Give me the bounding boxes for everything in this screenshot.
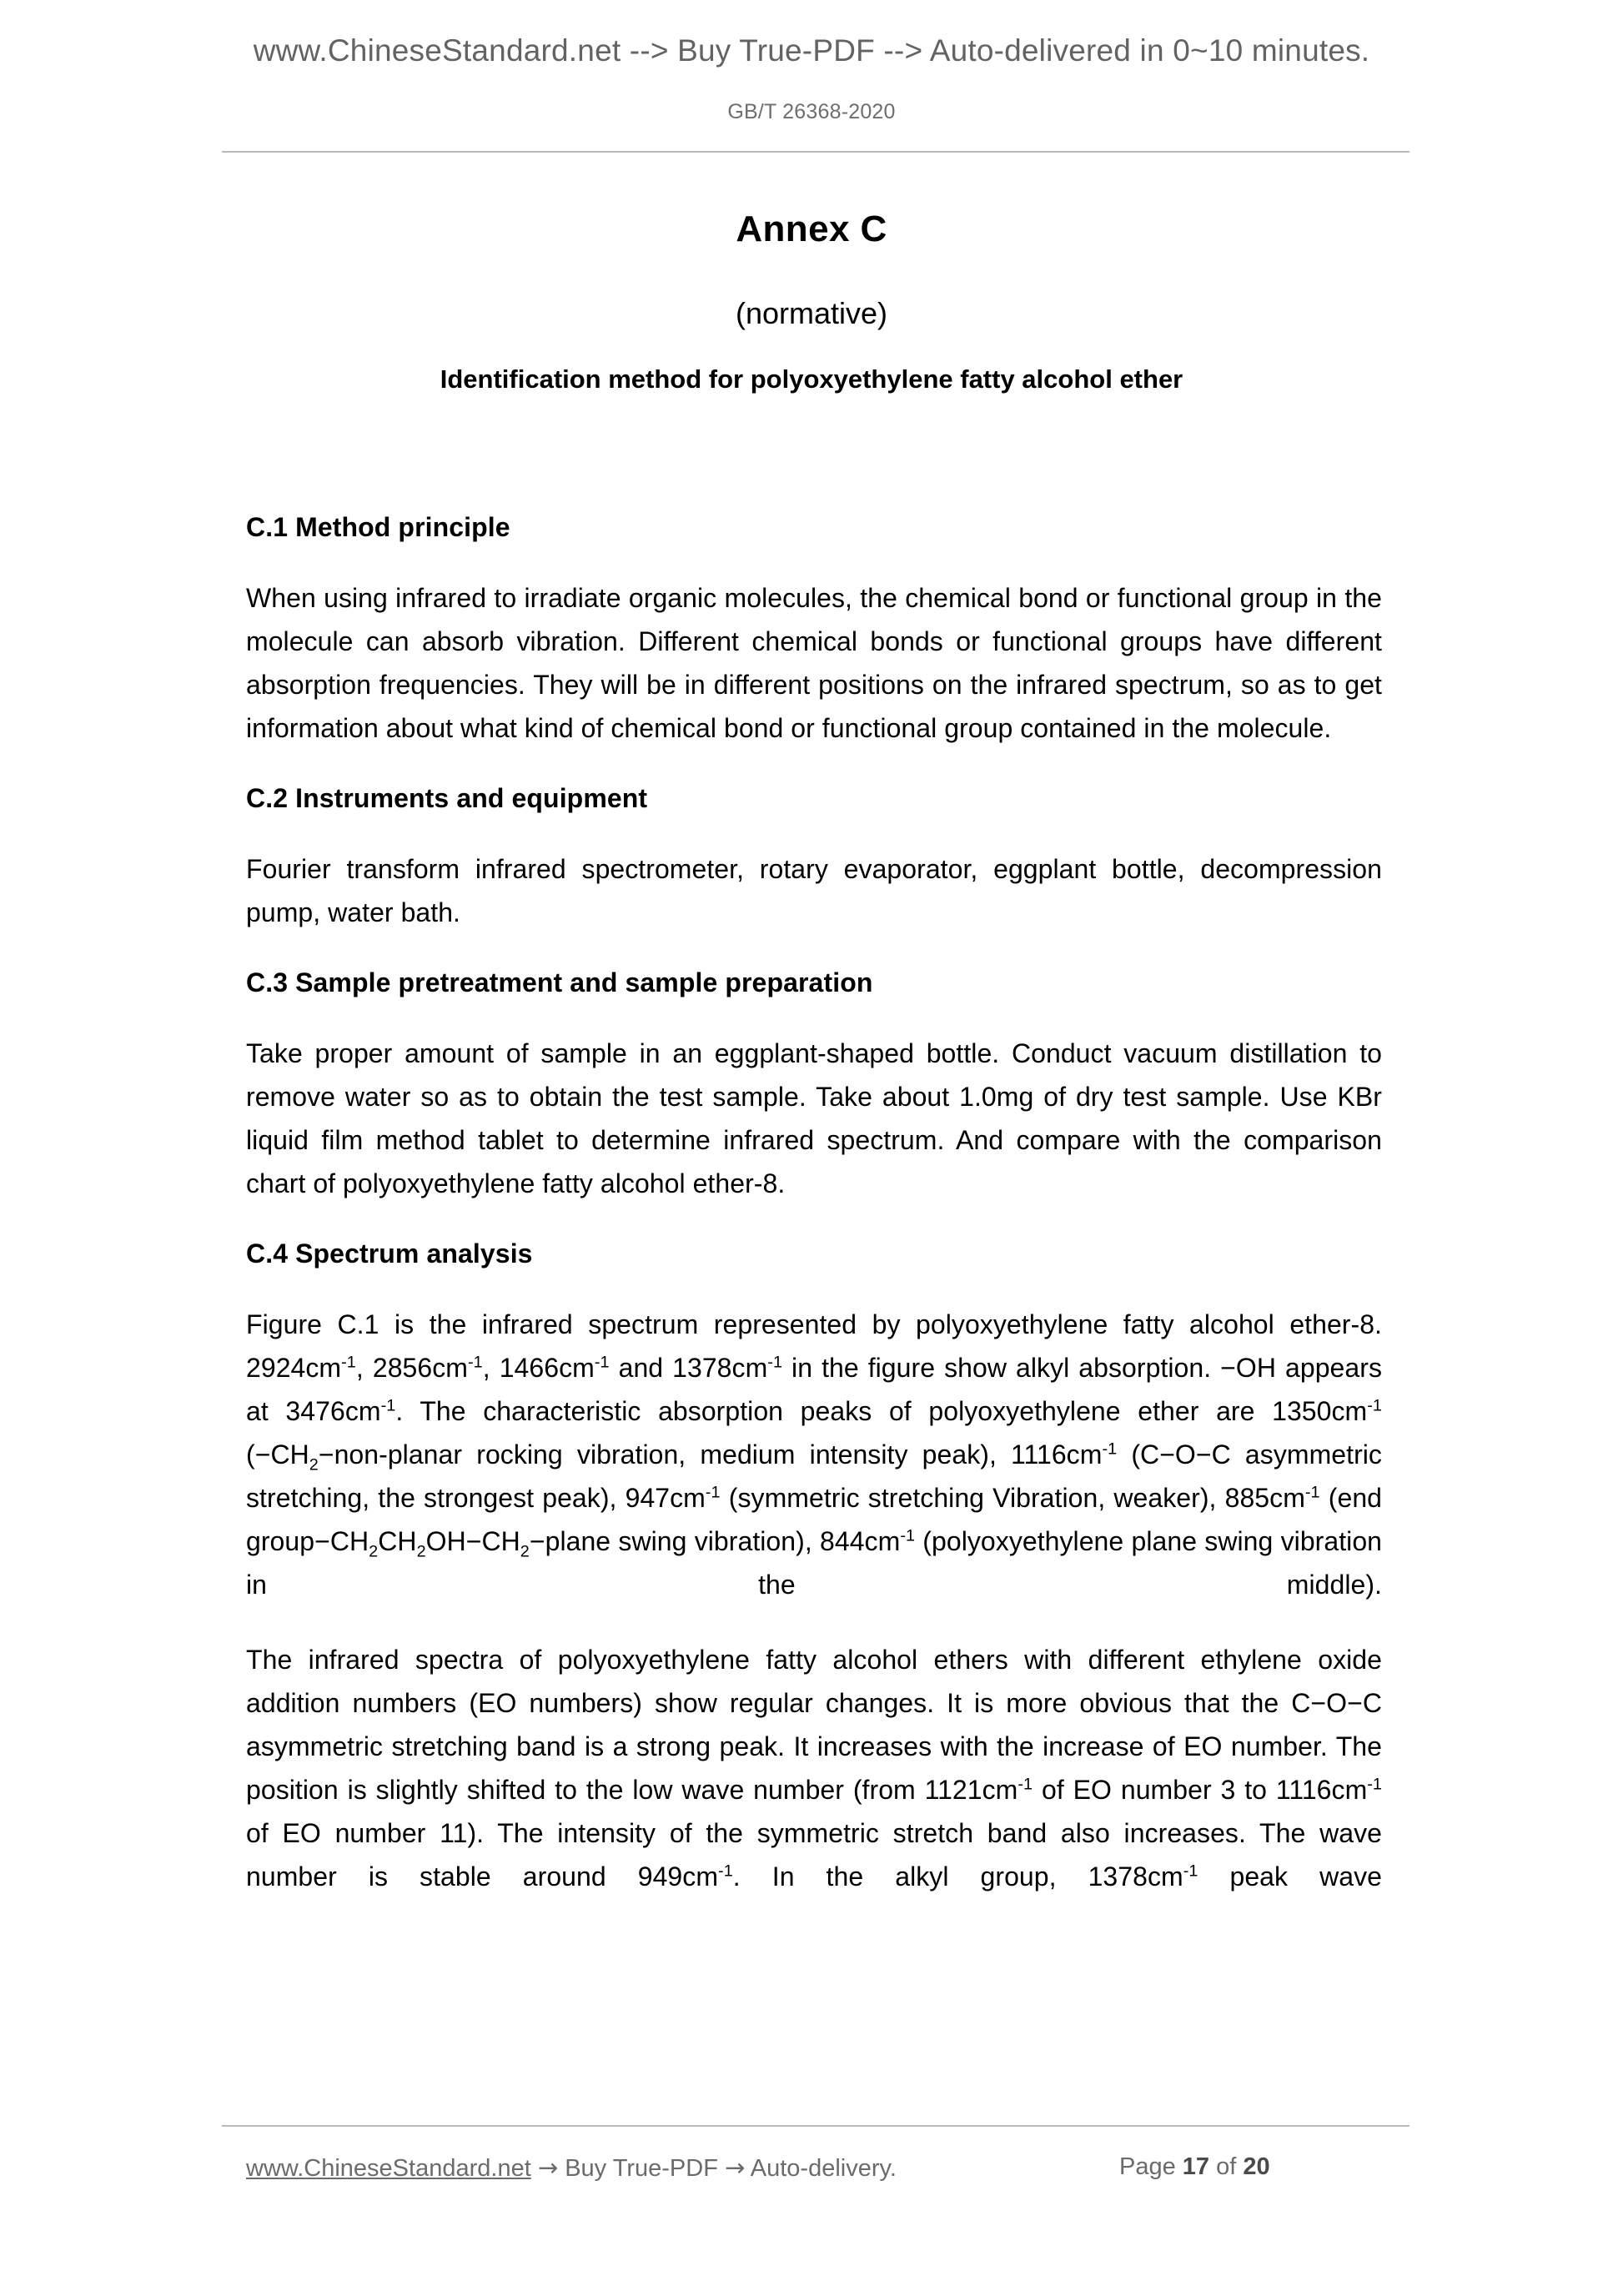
text-run: (C−O−C asymmetric stretching, the strongest peak), 947cm — [246, 1439, 1382, 1513]
page-indicator — [1119, 2153, 1270, 2181]
footer-promo — [246, 2153, 897, 2183]
annex-kind: (normative) — [735, 296, 888, 330]
text-run: (polyoxyethylene plane swing vibration in the middle). — [246, 1525, 1383, 1600]
section-heading-c1: C.1 Method principle — [246, 512, 510, 542]
text-run: (end group−CH — [246, 1482, 1383, 1556]
spacer — [246, 750, 1382, 781]
superscript-run: -1 — [1102, 1439, 1118, 1459]
text-run: in the figure show alkyl absorption. −OH appears at 3476cm — [246, 1352, 1383, 1426]
text-run: Figure C.1 is the infrared spectrum represented by polyoxyethylene fatty alcohol ether-8. 2924cm — [246, 1309, 1382, 1383]
header-standard-number: GB/T 26368-2020 — [727, 100, 896, 123]
footer-divider — [222, 2125, 1409, 2127]
text-run: and 1378cm — [609, 1352, 768, 1383]
section-paragraph-c2: Fourier transform infrared spectrometer, rotary evaporator, eggplant bottle, decompression pump, water bath. — [246, 853, 1382, 927]
text-run: . The characteristic absorption peaks of polyoxyethylene ether are 1350cm — [395, 1395, 1368, 1426]
spacer — [246, 816, 1382, 847]
spacer — [246, 1606, 1382, 1638]
text-run: , 2856cm — [355, 1352, 468, 1383]
subscript-run: 2 — [309, 1455, 319, 1475]
spacer — [246, 545, 1382, 576]
text-run: The infrared spectra of polyoxyethylene fatty alcohol ethers with different ethylene oxide addition numbers (EO numbers) show regular changes. It is more obvious that the C−O−C asymmetric stretching band is a strong peak. It increases with the increase of EO number. The position is slightly shifted to the low wave number (from 1121cm — [246, 1644, 1382, 1805]
arrow-right-icon: → — [537, 2153, 559, 2182]
header-divider — [222, 151, 1409, 153]
section-paragraph-c4-first — [246, 1303, 1382, 1606]
superscript-run: -1 — [900, 1526, 916, 1545]
section-heading-c4: C.4 Spectrum analysis — [246, 1238, 533, 1269]
text-run: OH−CH — [425, 1525, 520, 1556]
page-footer — [246, 2153, 1382, 2195]
superscript-run: -1 — [594, 1353, 610, 1372]
text-run: , 1466cm — [482, 1352, 595, 1383]
superscript-run: -1 — [468, 1353, 483, 1372]
superscript-run: -1 — [1183, 1861, 1198, 1881]
text-run: . In the alkyl group, 1378cm — [732, 1861, 1183, 1892]
text-run: (−CH — [246, 1439, 309, 1470]
superscript-run: -1 — [1367, 1396, 1382, 1415]
text-run: of EO number 3 to 1116cm — [1033, 1774, 1368, 1805]
document-body — [246, 510, 1382, 1898]
superscript-run: -1 — [767, 1353, 783, 1372]
spacer — [246, 1205, 1382, 1237]
annex-subtitle: Identification method for polyoxyethylene fatty alcohol ether — [440, 364, 1183, 394]
subscript-run: 2 — [520, 1542, 530, 1561]
text-run: (symmetric stretching Vibration, weaker), 885cm — [720, 1482, 1305, 1513]
text-run: −plane swing vibration), 844cm — [529, 1525, 901, 1556]
subscript-run: 2 — [369, 1542, 379, 1561]
header-promo-text: www.ChineseStandard.net --> Buy True-PDF --> Auto-delivered in 0~10 minutes. — [253, 33, 1370, 68]
text-run: CH — [378, 1525, 417, 1556]
footer-buy-text: Buy True-PDF — [565, 2155, 718, 2182]
superscript-run: -1 — [1367, 1775, 1383, 1794]
of-label: of — [1216, 2153, 1237, 2180]
text-run: of EO number 11). The intensity of the symmetric stretch band also increases. The wave number is stable around 949cm — [246, 1817, 1382, 1892]
superscript-run: -1 — [1304, 1483, 1320, 1502]
superscript-run: -1 — [718, 1861, 733, 1881]
page-label: Page — [1119, 2153, 1176, 2180]
spacer — [246, 1000, 1382, 1032]
footer-delivery-text: Auto-delivery. — [750, 2155, 897, 2182]
superscript-run: -1 — [380, 1396, 396, 1415]
text-run: −non-planar rocking vibration, medium intensity peak), 1116cm — [318, 1439, 1103, 1470]
section-paragraph-c3: Take proper amount of sample in an eggplant-shaped bottle. Conduct vacuum distillation to remove water so as to obtain the test sample. Take about 1.0mg of dry test sample. Use KBr liquid film method tablet to determine infrared spectrum. And compare with the comparison chart of polyoxyethylene fatty alcohol ether-8. — [246, 1037, 1382, 1198]
annex-title: Annex C — [736, 208, 887, 249]
section-heading-c3: C.3 Sample pretreatment and sample preparation — [246, 967, 873, 997]
section-paragraph-c1: When using infrared to irradiate organic molecules, the chemical bond or functional group in the molecule can absorb vibration. Different chemical bonds or functional groups have different absorption frequencies. They will be in different positions on the infrared spectrum, so as to get information about what kind of chemical bond or functional group contained in the molecule. — [246, 582, 1382, 743]
superscript-run: -1 — [1018, 1775, 1033, 1794]
spacer — [246, 934, 1382, 966]
superscript-run: -1 — [341, 1353, 356, 1372]
section-paragraph-c4-second — [246, 1638, 1382, 1898]
page-total: 20 — [1243, 2153, 1270, 2180]
subscript-run: 2 — [416, 1542, 426, 1561]
arrow-right-icon: → — [724, 2153, 746, 2182]
section-heading-c2: C.2 Instruments and equipment — [246, 782, 648, 813]
superscript-run: -1 — [705, 1483, 721, 1502]
page-number: 17 — [1182, 2153, 1210, 2180]
footer-url-link[interactable]: www.ChineseStandard.net — [246, 2155, 531, 2182]
text-run: peak wave — [1198, 1861, 1382, 1892]
spacer — [246, 1271, 1382, 1303]
